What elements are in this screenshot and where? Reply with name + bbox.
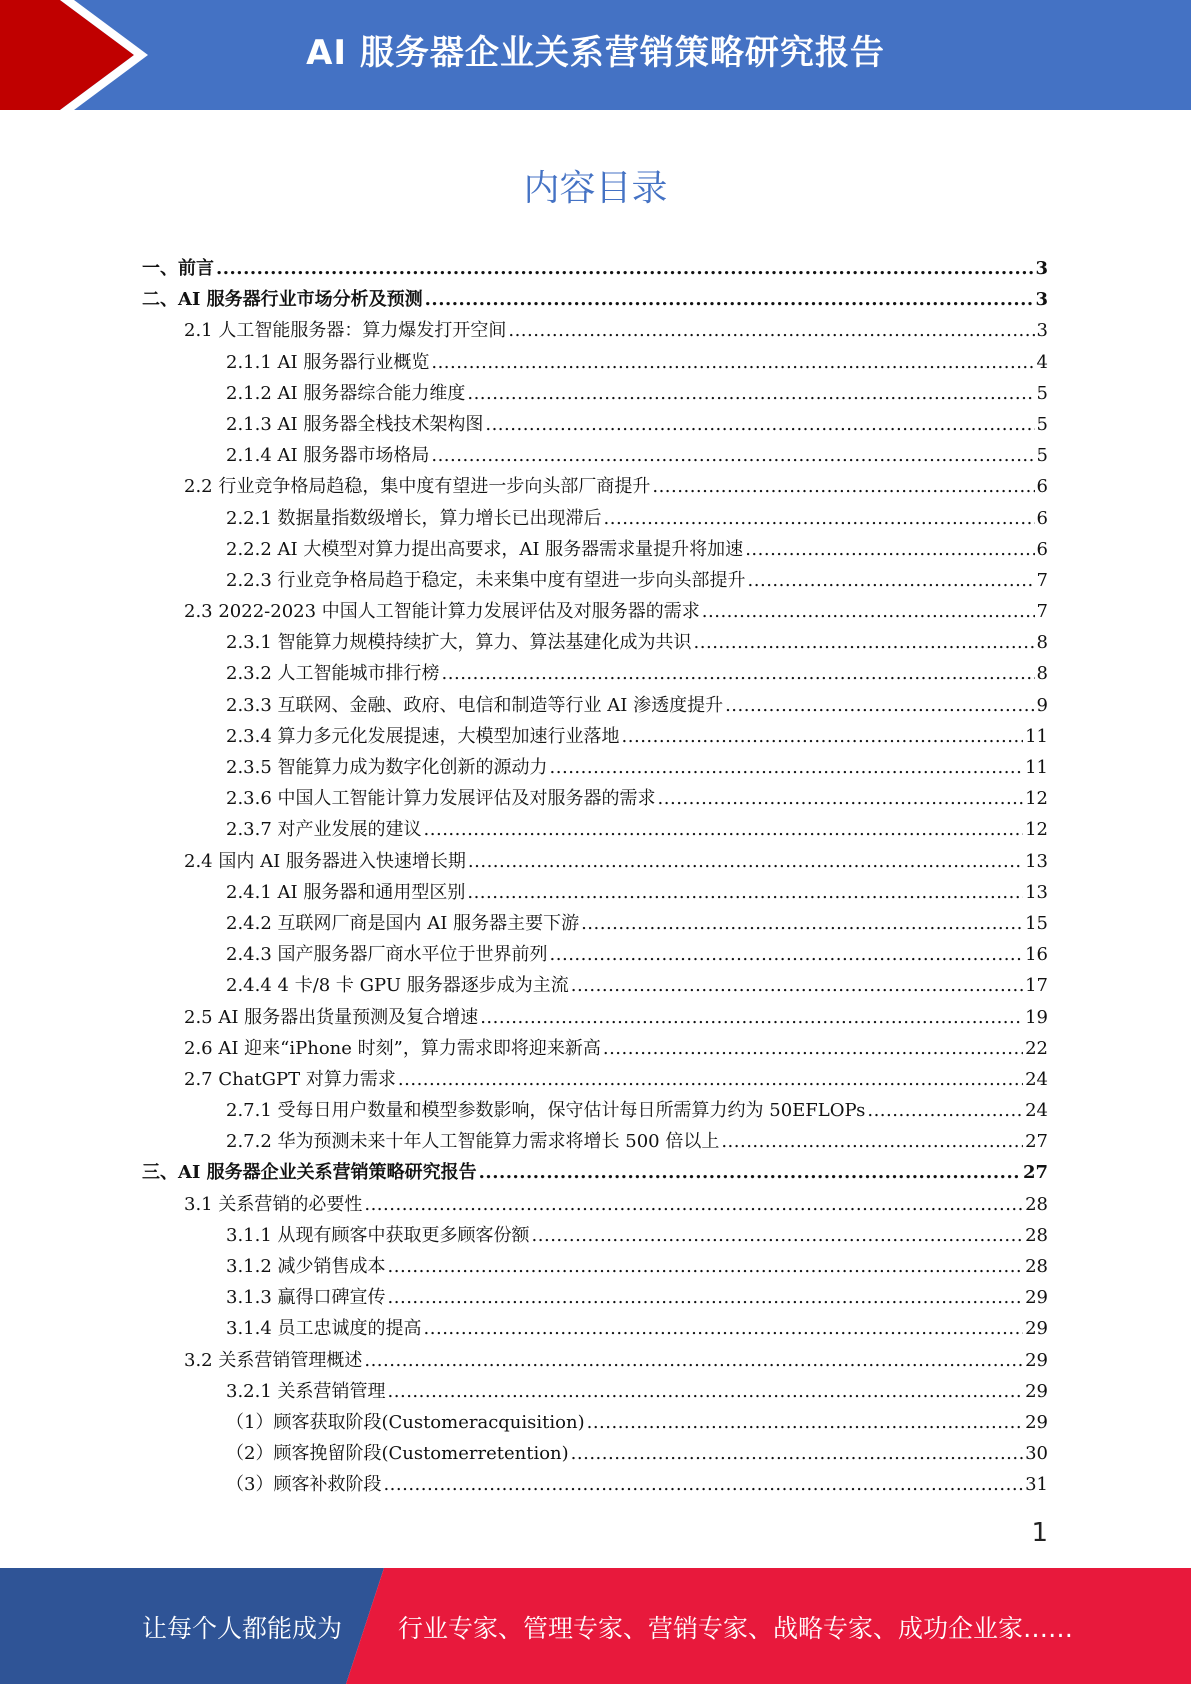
toc-entry-title: （1）顾客获取阶段(Customeracquisition) [226, 1411, 585, 1433]
toc-entry-page: 24 [1025, 1100, 1048, 1122]
toc-entry[interactable] [142, 379, 1048, 410]
toc-dot-leader [480, 1007, 1023, 1028]
toc-entry-title: 2.7.1 受每日用户数量和模型参数影响，保守估计每日所需算力约为 50EFLOPs [226, 1100, 866, 1122]
toc-entry-page: 9 [1036, 694, 1048, 716]
toc-entry[interactable] [142, 285, 1048, 316]
footer-slogan-left: 让每个人都能成为 [142, 1614, 343, 1643]
toc-entry-title: 3.1 关系营销的必要性 [184, 1193, 363, 1215]
toc-entry-page: 29 [1025, 1318, 1048, 1340]
toc-entry-page: 29 [1025, 1349, 1048, 1371]
toc-entry-page: 6 [1036, 538, 1048, 560]
toc-dot-leader [725, 695, 1034, 716]
toc-entry[interactable] [142, 1190, 1048, 1221]
toc-entry-title: 一、前言 [142, 258, 214, 279]
toc-entry[interactable] [142, 1127, 1048, 1158]
toc-entry-title: （2）顾客挽留阶段(Customerretention) [226, 1443, 569, 1465]
toc-entry[interactable] [142, 722, 1048, 753]
toc-dot-leader [388, 1256, 1024, 1277]
toc-entry[interactable] [142, 597, 1048, 628]
toc-dot-leader [388, 1287, 1024, 1308]
toc-entry-title: 2.3.3 互联网、金融、政府、电信和制造等行业 AI 渗透度提升 [226, 694, 724, 716]
toc-dot-leader [431, 445, 1034, 466]
toc-entry-title: 2.4.1 AI 服务器和通用型区别 [226, 881, 466, 903]
toc-entry[interactable] [142, 566, 1048, 597]
toc-entry[interactable] [142, 815, 1048, 846]
toc-dot-leader [652, 476, 1034, 497]
toc-dot-leader [467, 882, 1023, 903]
toc-entry-page: 13 [1025, 881, 1048, 903]
toc-dot-leader [364, 1194, 1023, 1215]
toc-dot-leader [702, 601, 1035, 622]
toc-entry[interactable] [142, 628, 1048, 659]
toc-entry-page: 27 [1025, 1131, 1048, 1153]
toc-entry-title: 2.7.2 华为预测未来十年人工智能算力需求将增长 500 倍以上 [226, 1131, 720, 1153]
toc-dot-leader [603, 1038, 1023, 1059]
toc-entry[interactable] [142, 410, 1048, 441]
report-header-banner [0, 0, 1191, 110]
toc-entry-page: 3 [1035, 289, 1048, 311]
footer-banner [0, 1568, 1191, 1684]
toc-entry[interactable] [142, 348, 1048, 379]
toc-entry[interactable] [142, 1408, 1048, 1439]
toc-entry-page: 22 [1025, 1037, 1048, 1059]
toc-entry[interactable] [142, 1221, 1048, 1252]
toc-entry[interactable] [142, 1096, 1048, 1127]
toc-entry-page: 29 [1025, 1380, 1048, 1402]
toc-entry-title: 2.1.4 AI 服务器市场格局 [226, 445, 430, 467]
toc-entry-page: 28 [1025, 1256, 1048, 1277]
toc-entry-title: 2.5 AI 服务器出货量预测及复合增速 [184, 1006, 479, 1028]
toc-dot-leader [468, 851, 1023, 872]
toc-entry[interactable] [142, 441, 1048, 472]
toc-dot-leader [467, 383, 1034, 404]
toc-entry-title: 2.7 ChatGPT 对算力需求 [184, 1068, 396, 1090]
toc-entry-page: 11 [1025, 725, 1048, 747]
toc-entry[interactable] [142, 847, 1048, 878]
toc-dot-leader [587, 1412, 1024, 1433]
toc-entry-page: 5 [1036, 445, 1048, 467]
toc-dot-leader [383, 1474, 1023, 1495]
toc-entry-page: 16 [1025, 944, 1048, 966]
toc-entry[interactable] [142, 878, 1048, 909]
toc-entry[interactable] [142, 1314, 1048, 1345]
report-title: AI 服务器企业关系营销策略研究报告 [306, 33, 885, 73]
toc-entry-title: 2.1.1 AI 服务器行业概览 [226, 351, 430, 373]
toc-dot-leader [532, 1225, 1024, 1246]
toc-dot-leader [571, 975, 1023, 996]
toc-entry-title: 3.1.3 赢得口碑宣传 [226, 1287, 386, 1309]
toc-dot-leader [571, 1443, 1023, 1464]
toc-entry-title: 2.3 2022-2023 中国人工智能计算力发展评估及对服务器的需求 [184, 601, 700, 623]
toc-entry-page: 17 [1025, 975, 1048, 997]
toc-entry-title: 2.4.2 互联网厂商是国内 AI 服务器主要下游 [226, 912, 580, 934]
toc-entry-page: 13 [1025, 850, 1048, 872]
toc-entry-title: 二、AI 服务器行业市场分析及预测 [142, 289, 423, 311]
toc-entry-page: 12 [1025, 819, 1048, 841]
toc-entry[interactable] [142, 254, 1048, 285]
toc-heading: 内容目录 [523, 168, 668, 209]
page-number: 1 [1031, 1518, 1048, 1548]
toc-entry-page: 3 [1036, 320, 1048, 342]
toc-entry-page: 29 [1025, 1411, 1048, 1433]
toc-entry[interactable] [142, 1346, 1048, 1377]
table-of-contents [142, 254, 1048, 1502]
toc-entry-page: 5 [1036, 382, 1048, 404]
toc-dot-leader [604, 508, 1035, 529]
toc-entry[interactable] [142, 1377, 1048, 1408]
toc-entry-title: （3）顾客补救阶段 [226, 1474, 382, 1496]
toc-dot-leader [658, 788, 1024, 809]
toc-entry[interactable] [142, 691, 1048, 722]
toc-dot-leader [581, 913, 1023, 934]
toc-dot-leader [216, 258, 1033, 279]
toc-entry-title: 2.3.2 人工智能城市排行榜 [226, 663, 440, 685]
toc-entry-page: 15 [1025, 912, 1048, 934]
toc-entry-title: 三、AI 服务器企业关系营销策略研究报告 [142, 1162, 477, 1184]
toc-entry-title: 2.3.1 智能算力规模持续扩大，算力、算法基建化成为共识 [226, 632, 692, 654]
toc-dot-leader [398, 1069, 1023, 1090]
toc-dot-leader [364, 1350, 1023, 1371]
toc-entry-title: 2.4.3 国产服务器厂商水平位于世界前列 [226, 944, 548, 966]
toc-entry-title: 2.3.5 智能算力成为数字化创新的源动力 [226, 757, 548, 778]
toc-entry-page: 29 [1025, 1287, 1048, 1309]
toc-dot-leader [485, 414, 1034, 435]
toc-entry-title: 2.1.2 AI 服务器综合能力维度 [226, 382, 466, 404]
toc-dot-leader [748, 570, 1035, 591]
toc-dot-leader [431, 352, 1034, 373]
toc-entry-page: 3 [1035, 258, 1048, 279]
toc-entry[interactable] [142, 753, 1048, 784]
toc-entry[interactable] [142, 472, 1048, 503]
toc-entry-title: 2.3.6 中国人工智能计算力发展评估及对服务器的需求 [226, 788, 656, 810]
toc-entry-page: 6 [1036, 507, 1048, 529]
toc-entry[interactable] [142, 909, 1048, 940]
toc-entry[interactable] [142, 1003, 1048, 1034]
toc-dot-leader [550, 757, 1024, 778]
toc-entry[interactable] [142, 971, 1048, 1002]
toc-entry-title: 3.1.1 从现有顾客中获取更多顾客份额 [226, 1224, 530, 1246]
toc-entry-page: 28 [1025, 1224, 1048, 1246]
toc-dot-leader [424, 1318, 1024, 1339]
toc-entry-title: 3.1.4 员工忠诚度的提高 [226, 1318, 422, 1340]
toc-entry[interactable] [142, 940, 1048, 971]
toc-entry-page: 7 [1036, 601, 1048, 623]
toc-entry[interactable] [142, 784, 1048, 815]
toc-entry-page: 11 [1025, 757, 1048, 778]
toc-dot-leader [424, 819, 1024, 840]
toc-entry[interactable] [142, 1034, 1048, 1065]
toc-entry[interactable] [142, 1065, 1048, 1096]
toc-entry[interactable] [142, 316, 1048, 347]
toc-entry-title: 2.6 AI 迎来“iPhone 时刻”，算力需求即将迎来新高 [184, 1037, 601, 1059]
toc-entry-page: 4 [1036, 351, 1048, 373]
toc-entry[interactable] [142, 1252, 1048, 1283]
toc-entry-page: 8 [1036, 632, 1048, 654]
toc-entry[interactable] [142, 535, 1048, 566]
toc-entry-title: 2.2 行业竞争格局趋稳，集中度有望进一步向头部厂商提升 [184, 476, 651, 498]
toc-entry-page: 19 [1025, 1006, 1048, 1028]
toc-entry-page: 8 [1036, 663, 1048, 685]
toc-entry-title: 2.2.2 AI 大模型对算力提出高要求，AI 服务器需求量提升将加速 [226, 538, 744, 560]
toc-entry[interactable] [142, 659, 1048, 690]
toc-entry[interactable] [142, 504, 1048, 535]
toc-entry-page: 5 [1036, 413, 1048, 435]
toc-entry[interactable] [142, 1470, 1048, 1501]
footer-slogan-right: 行业专家、管理专家、营销专家、战略专家、成功企业家…… [398, 1614, 1074, 1643]
toc-entry-title: 3.1.2 减少销售成本 [226, 1256, 386, 1277]
toc-entry-title: 2.4 国内 AI 服务器进入快速增长期 [184, 850, 466, 872]
toc-dot-leader [550, 944, 1024, 965]
toc-entry-title: 2.3.7 对产业发展的建议 [226, 819, 422, 841]
toc-entry[interactable] [142, 1439, 1048, 1470]
toc-dot-leader [694, 632, 1035, 653]
toc-dot-leader [745, 539, 1034, 560]
toc-entry-title: 3.2 关系营销管理概述 [184, 1349, 363, 1371]
toc-entry-title: 3.2.1 关系营销管理 [226, 1380, 386, 1402]
toc-entry-page: 6 [1036, 476, 1048, 498]
toc-entry[interactable] [142, 1283, 1048, 1314]
toc-entry-title: 2.3.4 算力多元化发展提速，大模型加速行业落地 [226, 725, 620, 747]
toc-entry-title: 2.2.3 行业竞争格局趋于稳定，未来集中度有望进一步向头部提升 [226, 569, 746, 591]
toc-entry-page: 28 [1025, 1193, 1048, 1215]
toc-entry[interactable] [142, 1158, 1048, 1189]
toc-entry-page: 30 [1025, 1443, 1048, 1465]
toc-dot-leader [721, 1131, 1023, 1152]
toc-dot-leader [508, 320, 1034, 341]
toc-entry-page: 27 [1022, 1162, 1048, 1184]
toc-dot-leader [425, 289, 1034, 310]
toc-entry-title: 2.1 人工智能服务器：算力爆发打开空间 [184, 320, 507, 342]
toc-entry-page: 12 [1025, 788, 1048, 810]
toc-entry-page: 7 [1036, 569, 1048, 591]
toc-entry-page: 24 [1025, 1068, 1048, 1090]
toc-entry-title: 2.1.3 AI 服务器全栈技术架构图 [226, 413, 484, 435]
toc-dot-leader [622, 726, 1024, 747]
toc-dot-leader [867, 1100, 1023, 1121]
toc-entry-page: 31 [1025, 1474, 1048, 1496]
toc-entry-title: 2.4.4 4 卡/8 卡 GPU 服务器逐步成为主流 [226, 975, 569, 997]
toc-dot-leader [388, 1381, 1024, 1402]
toc-dot-leader [442, 663, 1035, 684]
toc-dot-leader [479, 1162, 1021, 1183]
toc-entry-title: 2.2.1 数据量指数级增长，算力增长已出现滞后 [226, 507, 602, 529]
